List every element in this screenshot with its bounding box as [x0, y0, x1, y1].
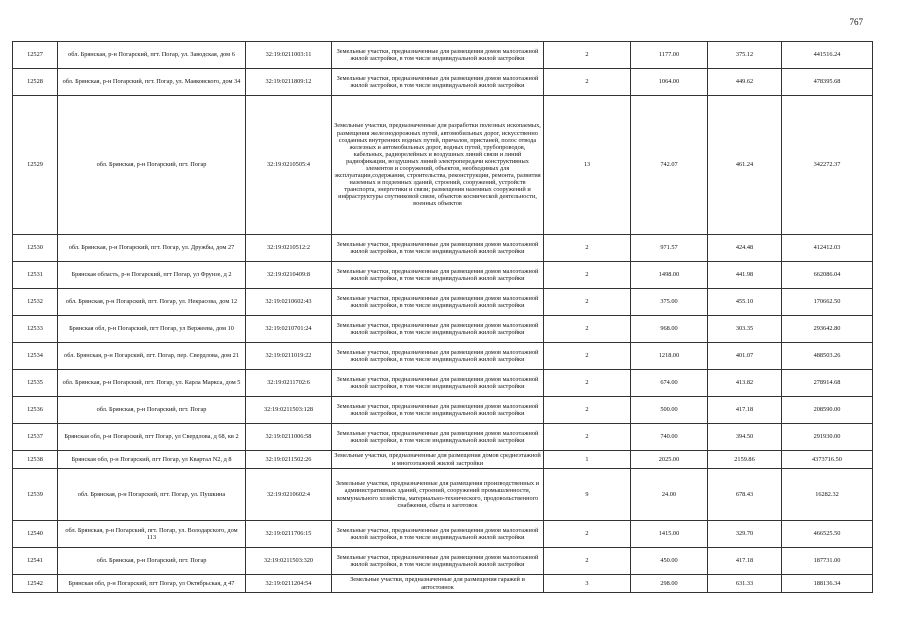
row-permitted-use: Земельные участки, предназначенные для размещения гаражей и автостоянок [332, 575, 544, 593]
row-cadastral-number: 32:19:0210505:4 [246, 96, 332, 235]
row-unit-value: 401.07 [708, 343, 782, 370]
row-id: 12528 [13, 69, 58, 96]
table-row [13, 262, 873, 289]
row-area: 968.00 [631, 316, 708, 343]
row-area: 1218.00 [631, 343, 708, 370]
table-row [13, 397, 873, 424]
row-cadastral-number: 32:19:0210409:8 [246, 262, 332, 289]
row-area: 740.00 [631, 424, 708, 451]
row-address: Брянская обл, р-н Погарский, пгт Погар, ул Свердлова, д 68, кв 2 [58, 424, 246, 451]
table-row [13, 316, 873, 343]
row-address: обл. Брянская, р-н Погарский, пгт. Погар, ул. Карла Маркса, дом 5 [58, 370, 246, 397]
row-address: обл. Брянская, р-н Погарский, пгт. Погар, ул. Некрасова, дом 12 [58, 289, 246, 316]
row-cadastral-number: 32:19:0211006:58 [246, 424, 332, 451]
row-unit-value: 375.12 [708, 42, 782, 69]
row-group: 2 [544, 289, 631, 316]
row-group: 1 [544, 451, 631, 469]
row-permitted-use: Земельные участки, предназначенные для разработки полезных ископаемых, размещения железнодорожных путей, автомобильных дорог, искусственно созданных внутренних водных путей, причалов, пристаней, полос отвода железных и автомобильных дорог, водных путей, трубопроводов, кабельных, радиорелейных и воздушных линий связи и линий радиофикации, воздушных линий электропередачи конструктивных элементов и сооружений, объектов, необходимых для эксплуатации,содержания, строительства, реконструкции, ремонта, развития наземных и подземных зданий, строений, сооружений, устройств транспорта, энергетики и связи; размещения наземных сооружений и инфраструктуры спутниковой связи, объектов космической деятельности, военных объектов [332, 96, 544, 235]
row-cadastral-number: 32:19:0211502:26 [246, 451, 332, 469]
row-cadastral-value: 662086.04 [782, 262, 873, 289]
table-row [13, 521, 873, 548]
row-group: 2 [544, 343, 631, 370]
row-group: 9 [544, 469, 631, 521]
row-address: обл. Брянская, р-н Погарский, пгт. Погар, ул. Заводская, дом 6 [58, 42, 246, 69]
row-permitted-use: Земельные участки, предназначенные для размещения домов малоэтажной жилой застройки, в том числе индивидуальной жилой застройки [332, 235, 544, 262]
row-area: 450.00 [631, 548, 708, 575]
row-cadastral-number: 32:19:0211019:22 [246, 343, 332, 370]
row-area: 375.00 [631, 289, 708, 316]
row-address: обл. Брянская, р-н Погарский, пгт. Погар, ул. Маяковского, дом 34 [58, 69, 246, 96]
row-unit-value: 417.18 [708, 548, 782, 575]
row-group: 2 [544, 316, 631, 343]
row-cadastral-value: 187731.00 [782, 548, 873, 575]
row-id: 12529 [13, 96, 58, 235]
row-area: 24.00 [631, 469, 708, 521]
row-permitted-use: Земельные участки, предназначенные для размещения домов малоэтажной жилой застройки, в том числе индивидуальной жилой застройки [332, 69, 544, 96]
row-permitted-use: Земельные участки, предназначенные для размещения домов малоэтажной жилой застройки, в том числе индивидуальной жилой застройки [332, 521, 544, 548]
row-group: 3 [544, 575, 631, 593]
row-permitted-use: Земельные участки, предназначенные для размещения домов малоэтажной жилой застройки, в том числе индивидуальной жилой застройки [332, 289, 544, 316]
row-group: 2 [544, 521, 631, 548]
row-permitted-use: Земельные участки, предназначенные для размещения домов малоэтажной жилой застройки, в том числе индивидуальной жилой застройки [332, 548, 544, 575]
row-unit-value: 394.50 [708, 424, 782, 451]
row-area: 500.00 [631, 397, 708, 424]
row-id: 12539 [13, 469, 58, 521]
page-number: 767 [849, 17, 863, 27]
row-area: 971.57 [631, 235, 708, 262]
row-unit-value: 303.35 [708, 316, 782, 343]
row-cadastral-number: 32:19:0211702:6 [246, 370, 332, 397]
table-row [13, 96, 873, 235]
table-row [13, 69, 873, 96]
row-address: Брянская область, р-н Погарский, пгт Погар, ул Фрунзе, д 2 [58, 262, 246, 289]
row-permitted-use: Земельные участки, предназначенные для размещения домов малоэтажной жилой застройки, в том числе индивидуальной жилой застройки [332, 42, 544, 69]
row-area: 742.07 [631, 96, 708, 235]
row-cadastral-number: 32:19:0210701:24 [246, 316, 332, 343]
row-cadastral-value: 478395.68 [782, 69, 873, 96]
row-address: Брянская обл, р-н Погарский, пгт Погар, ул Октябрьская, д 47 [58, 575, 246, 593]
row-unit-value: 631.33 [708, 575, 782, 593]
row-cadastral-value: 278914.68 [782, 370, 873, 397]
row-cadastral-value: 291930.00 [782, 424, 873, 451]
row-address: обл. Брянская, р-н Погарский, пгт. Погар [58, 548, 246, 575]
row-unit-value: 413.82 [708, 370, 782, 397]
row-cadastral-number: 32:19:0211503:128 [246, 397, 332, 424]
row-id: 12532 [13, 289, 58, 316]
row-cadastral-number: 32:19:0210602:4 [246, 469, 332, 521]
row-unit-value: 441.98 [708, 262, 782, 289]
row-address: обл. Брянская, р-н Погарский, пгт. Погар, ул. Дружбы, дом 27 [58, 235, 246, 262]
row-group: 2 [544, 42, 631, 69]
row-permitted-use: Земельные участки, предназначенные для размещения домов малоэтажной жилой застройки, в том числе индивидуальной жилой застройки [332, 397, 544, 424]
row-address: Брянская обл, р-н Погарский, пгт Погар, ул Квартал N2, д 8 [58, 451, 246, 469]
row-cadastral-number: 32:19:0211809:12 [246, 69, 332, 96]
row-id: 12534 [13, 343, 58, 370]
row-permitted-use: Земельные участки, предназначенные для размещения домов малоэтажной жилой застройки, в том числе индивидуальной жилой застройки [332, 262, 544, 289]
row-unit-value: 424.48 [708, 235, 782, 262]
row-address: Брянская обл, р-н Погарский, пгт Погар, ул Вержеева, дом 10 [58, 316, 246, 343]
row-cadastral-value: 4373716.50 [782, 451, 873, 469]
row-permitted-use: Земельные участки, предназначенные для размещения домов малоэтажной жилой застройки, в том числе индивидуальной жилой застройки [332, 370, 544, 397]
table-row [13, 370, 873, 397]
row-address: обл. Брянская, р-н Погарский, пгт. Погар, ул. Пушкина [58, 469, 246, 521]
row-cadastral-number: 32:19:0211503:320 [246, 548, 332, 575]
row-permitted-use: Земельные участки, предназначенные для размещения домов среднеэтажной и многоэтажной жилой застройки [332, 451, 544, 469]
row-id: 12540 [13, 521, 58, 548]
row-cadastral-number: 32:19:0211003:11 [246, 42, 332, 69]
row-area: 1064.00 [631, 69, 708, 96]
row-cadastral-value: 293642.80 [782, 316, 873, 343]
table-row [13, 424, 873, 451]
row-id: 12541 [13, 548, 58, 575]
row-id: 12535 [13, 370, 58, 397]
row-address: обл. Брянская, р-н Погарский, пгт. Погар, пер. Свердлова, дом 21 [58, 343, 246, 370]
row-area: 1415.00 [631, 521, 708, 548]
row-group: 2 [544, 397, 631, 424]
row-permitted-use: Земельные участки, предназначенные для размещения производственных и административных зданий, строений, сооружений промышленности, коммунального хозяйства, материально-технического, продовольственного снабжения, сбыта и заготовок [332, 469, 544, 521]
row-cadastral-number: 32:19:0210602:43 [246, 289, 332, 316]
table-row [13, 343, 873, 370]
row-id: 12542 [13, 575, 58, 593]
row-group: 2 [544, 548, 631, 575]
row-cadastral-value: 488503.26 [782, 343, 873, 370]
row-id: 12533 [13, 316, 58, 343]
row-cadastral-value: 170662.50 [782, 289, 873, 316]
row-address: обл. Брянская, р-н Погарский, пгт. Погар, ул. Володарского, дом 113 [58, 521, 246, 548]
table-row [13, 469, 873, 521]
row-id: 12536 [13, 397, 58, 424]
row-address: обл. Брянская, р-н Погарский, пгт. Погар [58, 397, 246, 424]
row-cadastral-value: 16282.32 [782, 469, 873, 521]
row-permitted-use: Земельные участки, предназначенные для размещения домов малоэтажной жилой застройки, в том числе индивидуальной жилой застройки [332, 316, 544, 343]
row-id: 12538 [13, 451, 58, 469]
row-unit-value: 461.24 [708, 96, 782, 235]
table-row [13, 289, 873, 316]
row-cadastral-value: 466525.50 [782, 521, 873, 548]
row-group: 13 [544, 96, 631, 235]
row-cadastral-value: 342272.37 [782, 96, 873, 235]
land-plots-table [12, 41, 873, 593]
row-id: 12530 [13, 235, 58, 262]
row-id: 12527 [13, 42, 58, 69]
table-row [13, 235, 873, 262]
row-cadastral-number: 32:19:0211706:15 [246, 521, 332, 548]
row-cadastral-value: 412412.03 [782, 235, 873, 262]
row-cadastral-value: 188136.34 [782, 575, 873, 593]
row-unit-value: 678.43 [708, 469, 782, 521]
row-cadastral-number: 32:19:0211204:54 [246, 575, 332, 593]
row-permitted-use: Земельные участки, предназначенные для размещения домов малоэтажной жилой застройки, в том числе индивидуальной жилой застройки [332, 343, 544, 370]
row-group: 2 [544, 235, 631, 262]
row-group: 2 [544, 69, 631, 96]
row-area: 1498.00 [631, 262, 708, 289]
row-id: 12537 [13, 424, 58, 451]
row-group: 2 [544, 370, 631, 397]
row-unit-value: 455.10 [708, 289, 782, 316]
row-area: 1177.00 [631, 42, 708, 69]
row-group: 2 [544, 262, 631, 289]
row-group: 2 [544, 424, 631, 451]
table-row [13, 548, 873, 575]
row-cadastral-value: 208590.00 [782, 397, 873, 424]
row-unit-value: 449.62 [708, 69, 782, 96]
table-row [13, 42, 873, 69]
row-id: 12531 [13, 262, 58, 289]
row-area: 2025.00 [631, 451, 708, 469]
row-unit-value: 2159.86 [708, 451, 782, 469]
table-row [13, 575, 873, 593]
row-unit-value: 329.70 [708, 521, 782, 548]
row-cadastral-value: 441516.24 [782, 42, 873, 69]
row-cadastral-number: 32:19:0210512:2 [246, 235, 332, 262]
row-area: 298.00 [631, 575, 708, 593]
row-address: обл. Брянская, р-н Погарский, пгт. Погар [58, 96, 246, 235]
row-permitted-use: Земельные участки, предназначенные для размещения домов малоэтажной жилой застройки, в том числе индивидуальной жилой застройки [332, 424, 544, 451]
table-row [13, 451, 873, 469]
row-unit-value: 417.18 [708, 397, 782, 424]
row-area: 674.00 [631, 370, 708, 397]
